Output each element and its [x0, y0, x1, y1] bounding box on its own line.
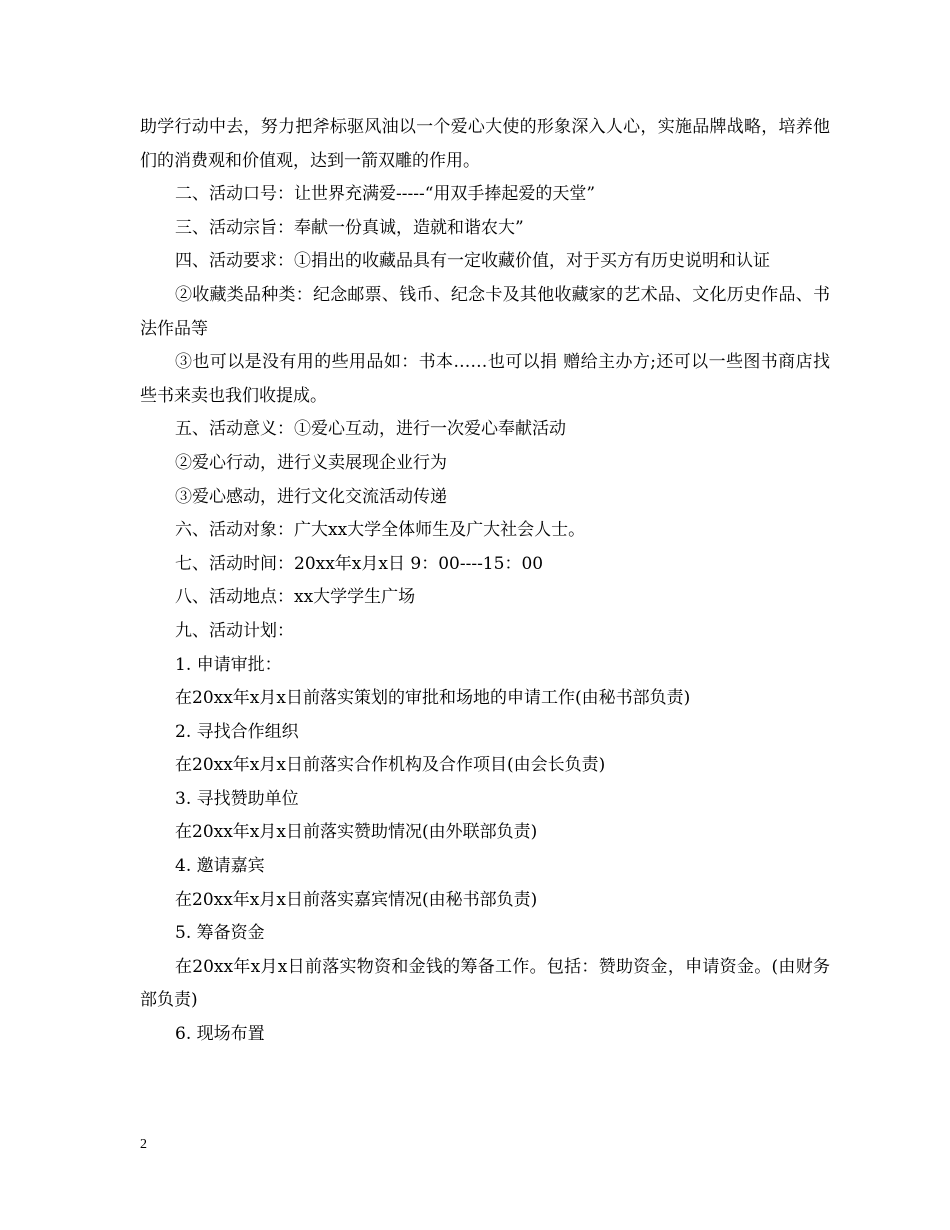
- page-number: 2: [140, 1137, 147, 1152]
- paragraph: 三、活动宗旨：奉献一份真诚，造就和谐农大”: [175, 217, 524, 238]
- paragraph: 在20xx年x月x日前落实物资和金钱的筹备工作。包括：赞助资金，申请资金。(由财务部负责): [140, 956, 830, 1011]
- document-body: [140, 111, 830, 1052]
- paragraph: ③爱心感动，进行文化交流活动传递: [175, 486, 447, 507]
- paragraph: 助学行动中去，努力把斧标驱风油以一个爱心大使的形象深入人心，实施品牌战略，培养他们的消费观和价值观，达到一箭双雕的作用。: [140, 117, 830, 171]
- paragraph: 3. 寻找赞助单位: [175, 788, 299, 809]
- paragraph: 在20xx年x月x日前落实赞助情况(由外联部负责): [175, 822, 538, 843]
- paragraph: 5. 筹备资金: [175, 923, 265, 944]
- paragraph: 二、活动口号：让世界充满爱-----“用双手捧起爱的天堂”: [175, 184, 596, 205]
- paragraph: 四、活动要求：①捐出的收藏品具有一定收藏价值，对于买方有历史说明和认证: [175, 251, 770, 272]
- paragraph: 在20xx年x月x日前落实策划的审批和场地的申请工作(由秘书部负责): [175, 688, 691, 709]
- paragraph: ②爱心行动，进行义卖展现企业行为: [175, 452, 447, 473]
- paragraph: 六、活动对象：广大xx大学全体师生及广大社会人士。: [175, 520, 586, 541]
- paragraph: 6. 现场布置: [175, 1024, 265, 1045]
- paragraph: ③也可以是没有用的些用品如：书本……也可以捐 赠给主办方;还可以一些图书商店找些书来卖也我们收提成。: [140, 352, 830, 406]
- paragraph: 2. 寻找合作组织: [175, 721, 299, 742]
- paragraph: 八、活动地点：xx大学学生广场: [175, 587, 416, 608]
- paragraph: 1. 申请审批：: [175, 654, 282, 675]
- paragraph: 在20xx年x月x日前落实嘉宾情况(由秘书部负责): [175, 889, 538, 910]
- paragraph: 九、活动计划：: [175, 620, 294, 641]
- paragraph: ②收藏类品种类：纪念邮票、钱币、纪念卡及其他收藏家的艺术品、文化历史作品、书法作品等: [140, 284, 830, 339]
- paragraph: 五、活动意义：①爱心互动，进行一次爱心奉献活动: [175, 419, 566, 440]
- paragraph: 4. 邀请嘉宾: [175, 856, 265, 877]
- paragraph: 在20xx年x月x日前落实合作机构及合作项目(由会长负责): [175, 755, 606, 776]
- paragraph: 七、活动时间：20xx年x月x日 9：00----15：00: [175, 553, 544, 574]
